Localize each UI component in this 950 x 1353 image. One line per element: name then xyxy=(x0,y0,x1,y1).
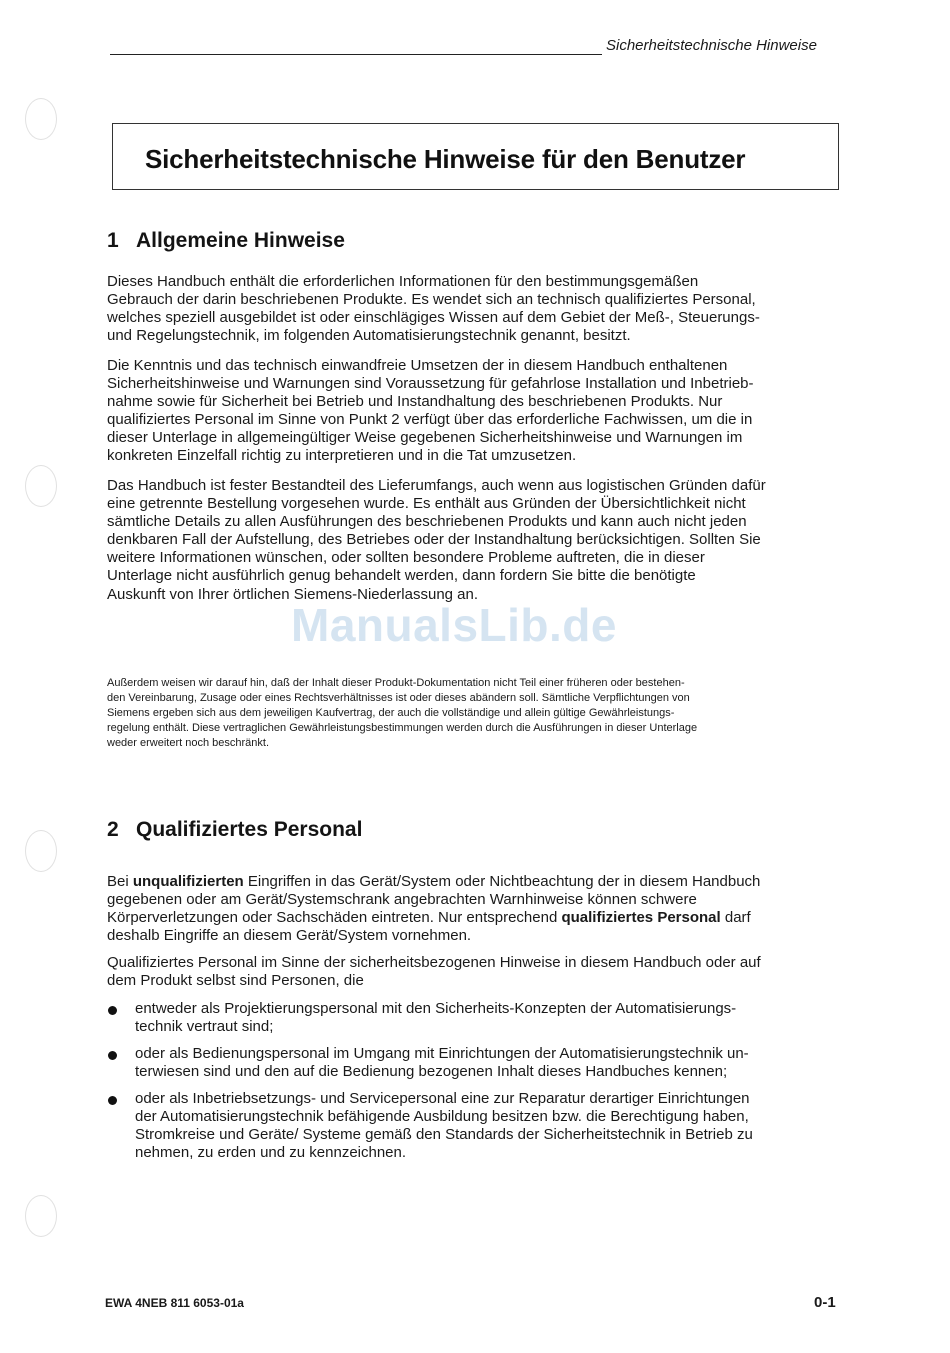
text-line: dieser Unterlage in allgemeingültiger Weise gegebenen Sicherheitshinweise und Warnungen im xyxy=(107,429,743,447)
emphasis-text: qualifiziertes Personal xyxy=(561,909,721,927)
text-line xyxy=(107,909,845,927)
punch-hole-decoration xyxy=(25,98,57,140)
punch-hole-decoration xyxy=(25,830,57,872)
text-line: terwiesen sind und den auf die Bedienung bezogenen Inhalt dieses Handbuches kennen; xyxy=(135,1063,728,1081)
document-number: EWA 4NEB 811 6053-01a xyxy=(105,1296,244,1310)
section-2-heading xyxy=(107,818,362,842)
text-line: welches speziell ausgebildet ist oder einschlägiges Wissen auf dem Gebiet der Meß-, Steuerungs- xyxy=(107,309,760,327)
list-item xyxy=(135,1045,845,1081)
section-number: 1 xyxy=(107,229,119,252)
text-line: qualifiziertes Personal im Sinne von Punkt 2 verfügt über das erforderliche Fachwissen, um die in xyxy=(107,411,753,429)
text-line xyxy=(107,873,845,891)
list-item xyxy=(135,1000,845,1036)
text-line: dem Produkt selbst sind Personen, die xyxy=(107,972,364,990)
paragraph xyxy=(107,273,845,345)
text-run: Bei xyxy=(107,873,133,890)
text-line: deshalb Eingriffe an diesem Gerät/System vornehmen. xyxy=(107,927,472,945)
text-line: nahme sowie für Sicherheit bei Betrieb und Instandhaltung des beschriebenen Produkts. Nur xyxy=(107,393,723,411)
bullet-icon xyxy=(108,1096,117,1105)
text-line: der Automatisierungstechnik befähigende Ausbildung besitzen bzw. die Berechtigung haben, xyxy=(135,1108,749,1126)
section-title: Allgemeine Hinweise xyxy=(136,229,345,252)
text-line: Auskunft von Ihrer örtlichen Siemens-Niederlassung an. xyxy=(107,585,479,603)
text-run: Körperverletzungen oder Sachschäden eintreten. Nur entsprechend xyxy=(107,909,562,927)
text-line: nehmen, zu erden und zu kennzeichnen. xyxy=(135,1144,407,1162)
header-rule xyxy=(110,54,602,55)
text-line: technik vertraut sind; xyxy=(135,1018,274,1036)
text-line: oder als Inbetriebsetzungs- und Servicepersonal eine zur Reparatur derartiger Einrichtungen xyxy=(135,1090,750,1107)
text-line: Außerdem weisen wir darauf hin, daß der Inhalt dieser Produkt-Dokumentation nicht Teil einer früheren oder bestehen- xyxy=(107,677,685,689)
section-1-heading xyxy=(107,229,345,253)
text-line: denkbaren Fall der Aufstellung, des Betriebes oder der Instandhaltung berücksichtigen. Sollten Sie xyxy=(107,531,761,549)
text-line: Dieses Handbuch enthält die erforderlichen Informationen für den bestimmungsgemäßen xyxy=(107,273,699,290)
text-line: Siemens ergeben sich aus dem jeweiligen Kaufvertrag, der auch die vollständige und allein gültige Gewährleistungs- xyxy=(107,707,675,719)
text-run: darf xyxy=(720,909,751,927)
watermark: ManualsLib.de xyxy=(291,599,617,651)
emphasis-text: unqualifizierten xyxy=(132,873,244,890)
text-line: weitere Informationen wünschen, oder sollten besondere Probleme auftreten, die in dieser xyxy=(107,549,705,567)
text-line: konkreten Einzelfall richtig zu interpretieren und in die Tat umzusetzen. xyxy=(107,447,577,465)
text-line: Die Kenntnis und das technisch einwandfreie Umsetzen der in diesem Handbuch enthaltenen xyxy=(107,357,728,374)
text-line: sämtliche Details zu allen Ausführungen des beschriebenen Produkts und kann auch nicht jeden xyxy=(107,513,747,531)
punch-hole-decoration xyxy=(25,1195,57,1237)
paragraph xyxy=(107,954,845,990)
text-line: und Regelungstechnik, im folgenden Automatisierungstechnik genannt, besitzt. xyxy=(107,327,631,345)
list-item xyxy=(135,1090,845,1162)
page-title: Sicherheitstechnische Hinweise für den Benutzer xyxy=(145,144,746,174)
text-line: Stromkreise und Geräte/ Systeme gemäß den Standards der Sicherheitstechnik in Betrieb zu xyxy=(135,1126,753,1144)
text-line: oder als Bedienungspersonal im Umgang mit Einrichtungen der Automatisierungstechnik un- xyxy=(135,1045,749,1062)
disclaimer-paragraph xyxy=(107,676,845,751)
bullet-icon xyxy=(108,1051,117,1060)
section-number: 2 xyxy=(107,818,119,841)
paragraph xyxy=(107,357,845,466)
text-line: Sicherheitshinweise und Warnungen sind Voraussetzung für gefahrlose Installation und Inbetrieb- xyxy=(107,375,754,393)
text-line: eine getrennte Bestellung vorgesehen wurde. Es enthält aus Gründen der Übersichtlichkeit nicht xyxy=(107,495,746,513)
punch-hole-decoration xyxy=(25,465,57,507)
text-line: Qualifiziertes Personal im Sinne der sicherheitsbezogenen Hinweise in diesem Handbuch oder auf xyxy=(107,954,761,971)
text-line: Das Handbuch ist fester Bestandteil des Lieferumfangs, auch wenn aus logistischen Gründen dafür xyxy=(107,477,766,494)
page-number: 0-1 xyxy=(814,1294,836,1311)
text-line: den Vereinbarung, Zusage oder eines Rechtsverhältnisses ist oder dieses abändern soll. Sämtliche Verpflichtungen von xyxy=(107,692,690,704)
text-line: entweder als Projektierungspersonal mit den Sicherheits-Konzepten der Automatisierungs- xyxy=(135,1000,737,1017)
paragraph xyxy=(107,873,845,945)
running-header: Sicherheitstechnische Hinweise xyxy=(606,37,817,54)
bullet-icon xyxy=(108,1006,117,1015)
text-run: Eingriffen in das Gerät/System oder Nichtbeachtung der in diesem Handbuch xyxy=(243,873,761,890)
text-line: gegebenen oder am Gerät/Systemschrank angebrachten Warnhinweise können schwere xyxy=(107,891,697,909)
text-line: Unterlage nicht ausführlich genug behandelt werden, dann fordern Sie bitte die benötigte xyxy=(107,567,696,585)
text-line: weder erweitert noch beschränkt. xyxy=(107,737,270,749)
text-line: Gebrauch der darin beschriebenen Produkte. Es wendet sich an technisch qualifiziertes Personal, xyxy=(107,291,756,309)
section-title: Qualifiziertes Personal xyxy=(136,818,363,841)
text-line: regelung enthält. Diese vertraglichen Gewährleistungsbestimmungen werden durch die Ausführungen in dieser Unterlage xyxy=(107,722,698,734)
paragraph xyxy=(107,477,845,604)
